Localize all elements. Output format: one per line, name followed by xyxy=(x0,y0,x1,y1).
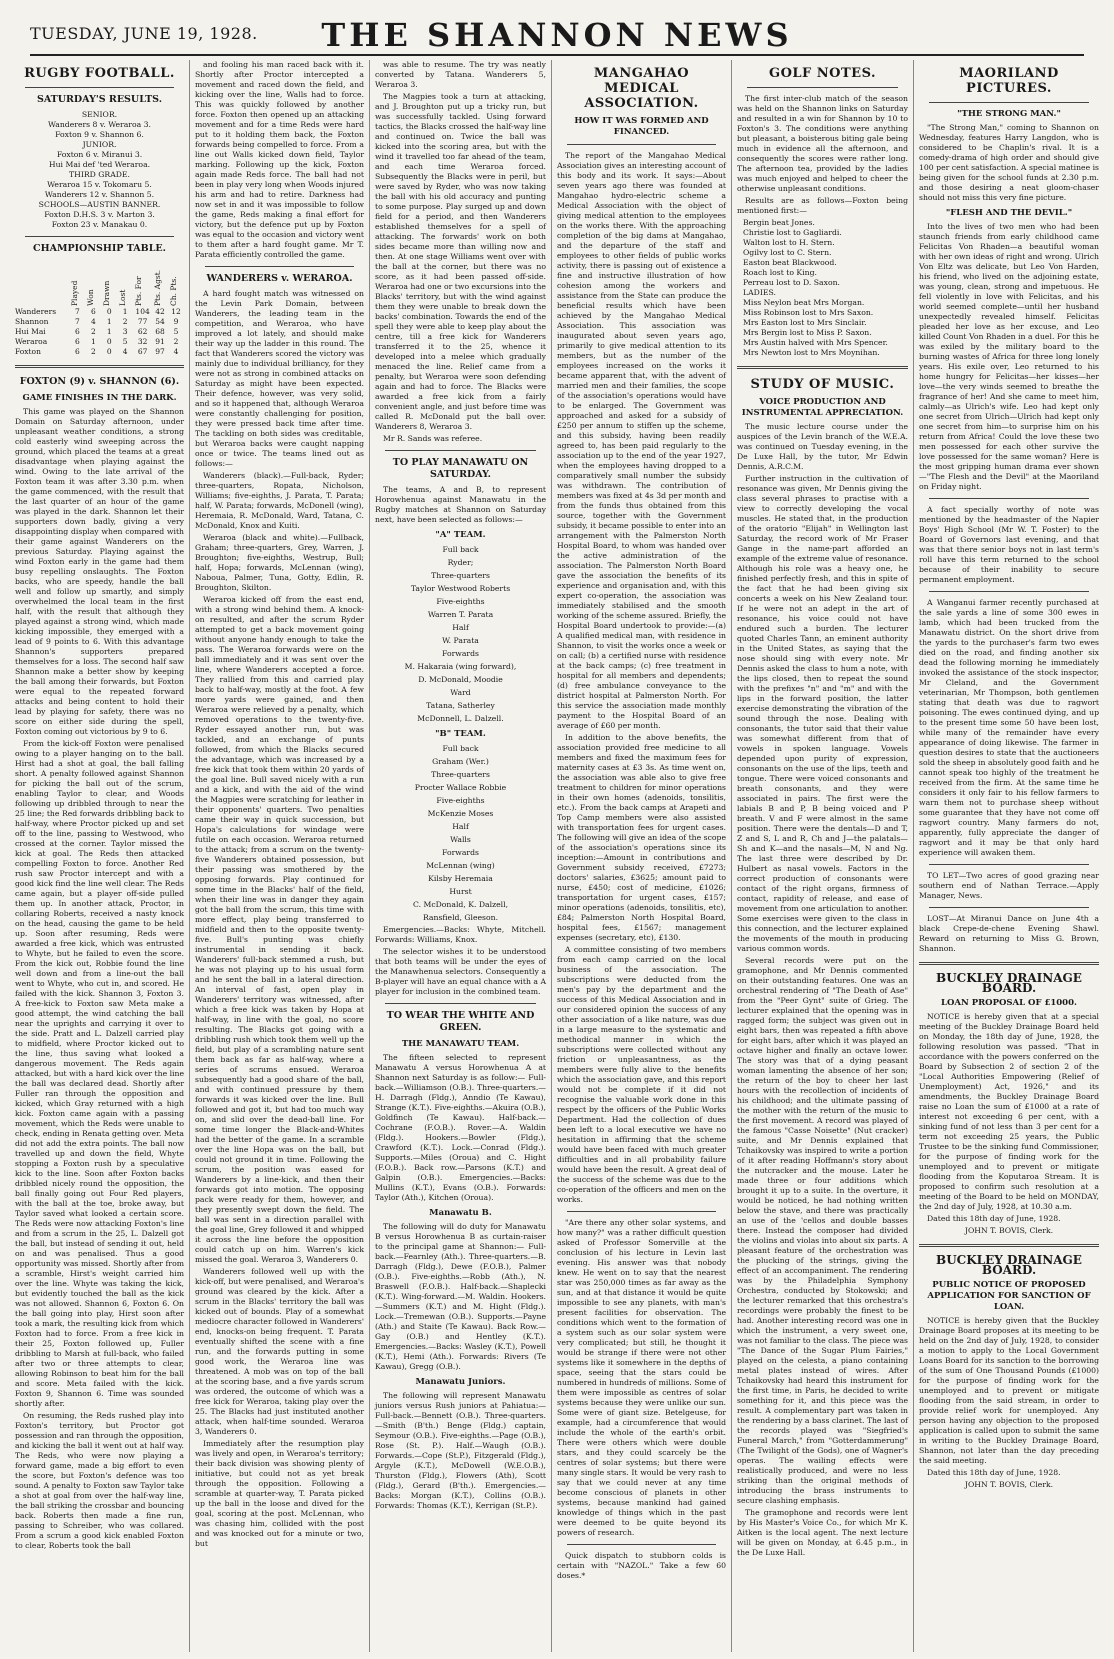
newspaper-title: THE SHANNON NEWS xyxy=(321,16,793,54)
article-paragraph: Weraroa (black and white).—Fullback, Graham; three-quarters, Grey, Warren, J. Broughton; five-eighths, Westrup, Bull; half, Hopa; forwards, McLennan (wing), Naboua, Palmer, Tuna, Gotty, Edlin, R. Broughton, Skilton. xyxy=(195,533,364,592)
strong-man-subhead: "THE STRONG MAN." xyxy=(957,109,1061,119)
table-row xyxy=(15,327,184,337)
golf-result-line: Perreau lost to D. Saxon. xyxy=(743,278,840,287)
notice-1-title: BUCKLEY DRAINAGE BOARD. xyxy=(936,971,1082,995)
table-row xyxy=(15,337,184,347)
article-paragraph: A hard fought match was witnessed on the Levin Park Domain, between Wanderers, the leading team in the competition, and Weraroa, who have improved a lot lately, and should make their way up the ladder in this round. The fact that Wanderers scored the victory was mainly due to individual brilliancy, for they were not as strong in combined attacks on Saturday as might have been expected. Their defence, however, was very solid, and so it happened that, although Weraroa were constantly challenging for position, they were pressed back time after time. The tackling on both sides was creditable, but Weraroa backs were caught napping once or twice. The teams lined out as follows:— xyxy=(195,289,364,468)
result-line: Wanderers 8 v. Weraroa 3. xyxy=(48,120,151,129)
divider xyxy=(385,450,536,451)
article-paragraph: Mr R. Sands was referee. xyxy=(383,434,483,443)
golf-result-line: Miss Robinson lost to Mrs Saxon. xyxy=(743,308,874,317)
table-cell: 9 xyxy=(173,317,179,326)
table-cell: 0 xyxy=(106,307,112,316)
result-line: Foxton D.H.S. 3 v. Marton 3. xyxy=(44,210,155,219)
juniors-title: Manawatu Juniors. xyxy=(415,1377,506,1387)
team-line: Full back xyxy=(442,545,479,554)
result-line: Hui Mai def 'ted Weraroa. xyxy=(48,160,151,169)
table-cell: 6 xyxy=(75,347,80,356)
divider xyxy=(737,366,908,369)
team-line: McKenzie Moses xyxy=(427,809,494,818)
team-line: W. Parata xyxy=(442,636,479,645)
table-cell: 67 xyxy=(137,347,148,356)
team-line: Half xyxy=(452,623,469,632)
divider xyxy=(929,102,1089,103)
golf-result-line: Bergin beat Jones. xyxy=(743,218,815,227)
table-cell: 2 xyxy=(90,347,96,356)
column-6 xyxy=(914,60,1104,1652)
table-cell: 6 xyxy=(75,327,80,336)
table-cell: 6 xyxy=(75,337,80,346)
article-paragraph: On resuming, the Reds rushed play into Foxton's territory, but Proctor got possession and ran through the opposition, and kicking the ball it went out at half way. The Reds, who were now playing a forward game, made a big effort to even the score, but Foxton's defence was too sound. A penalty to Foxton saw Taylor take a shot at goal from over the half-way line, the ball striking the crossbar and bouncing back. Roberts then made a fine run, passing to Schreiber, who was collared. From a scrum a good kick enabled Foxton to clear, Roberts took the ball xyxy=(15,1411,184,1550)
team-name: Foxton xyxy=(15,347,41,356)
team-line: McDonnell, L. Dalzell. xyxy=(417,714,504,723)
champ-header: Lost xyxy=(118,289,128,306)
table-cell: 5 xyxy=(122,337,128,346)
article-paragraph: Immediately after the resumption play was lively and open, in Weraroa's territory; their back division was showing plenty of initiative, but could not as yet break through the opposition. Following a scramble at quarter-way, T. Parata picked up the ball in the loose and dived for the goal, scoring at the post. McLennan, who was chasing him, collided with the post and was knocked out for a minute or two, but xyxy=(195,1439,364,1548)
article-paragraph: The fifteen selected to represent Manawatu A versus Horowhenua A at Shannon next Saturday is as follow:— Full-back.—Williamson (O.B.). Three-quarters.—H. Darragh (Fldg.), Anndio (Te Kawau), Strange (K.T.). Five-eighths.—Akuira (O.B.), Goldfinch (Te Kawau). Half-back.—Cochrane (F.O.B.). Rover.—A. Waldin (Fldg.). Hookers.—Bowler (Fldg.), Crawford (K.T.). Lock.—Conrad (Fldg.). Supports.—Miles (Oroua) and C. Hight (F.O.B.). Back row.—Parsons (K.T.) and Galpin (O.B.). Emergencies.—Backs: Mullins (K.T.), Evans (O.B.). Forwards: Taylor (Ath.), Kitchen (Oroua). xyxy=(375,1053,546,1202)
wanderers-heading: WANDERERS v. WERAROA. xyxy=(206,273,353,284)
divider xyxy=(929,864,1089,865)
article-paragraph: The report of the Mangahao Medical Association gives an interesting account of this body and its work. It says:—About seven years ago there was founded at Mangahao hydro-electric scheme a Medical Association with the object of giving medical attention to the employees on the works there. With the approaching completion of the big dams at Mangahao, and the departure of the staff and employees to other fields of public works activity, there is passing out of existence a fine and instructive illustration of how cohesion among the workers and assistance from the State can produce the beneficial results which have been achieved by the Mangahao Medical Association. This association was inaugurated about seven years ago, primarily to give medical attention to its members, but as the number of the employees increased on the works it became apparent that, with the advent of married men and their families, the scope of the association's operations would have to be enlarged. The Government was approached and asked for a subsidy of £250 per annum to stiffen up the scheme, and this subsidy, having been readily agreed to, has been paid regularly to the association up to the end of the year 1927, when the employees having dropped to a comparatively small number the subsidy was withdrawn. The contribution of members was fixed at 4s 3d per month and from the funds thus obtained from this source, together with the Government subsidy, it became possible to enter into an arrangement with the Palmerston North Hospital Board, to whom was handed over the active administration of the association. The Palmerston North Board gave the association the benefits of its experience and organisation and, with this expert co-operation, the association was immediately stabilised and the smooth working of the scheme assured. Briefly, the Hospital Board undertook to provide:—(a) A qualified medical man, with residence in Shannon, to visit the works once a week or on call; (b) a certified nurse with residence at the back camps; (c) free treatment in hospital for all members and dependents; (d) free ambulance conveyance to the district hospital at Palmerston North. For this service the association made monthly payment to the Hospital Board of an average of £60 per month. xyxy=(557,151,727,730)
article-paragraph: A committee consisting of two members from each camp carried on the local business of the association. The subscriptions were deducted from the men's pay by the department and the success of this Medical Association and in our considered opinion the success of any other association of a like nature, was due in a large measure to the systematic and methodical manner in which the subscriptions were collected without any friction or unpleasantness, as the members were fully alive to the benefits which the association gave, and this report would not be complete if it did not recognise the valuable work done in this respect by the officers of the Public Works Department. Had the collection of dues been left to a local executive we have no hesitation in affirming that the scheme would have been faced with much greater difficulties and in all probability failure would have been the result. A great deal of the success of the scheme was due to the co-operation of the officers and men on the works. xyxy=(557,945,726,1204)
divider xyxy=(205,266,354,267)
column-1 xyxy=(10,60,190,1652)
divider xyxy=(25,87,174,88)
team-line: Five-eighths xyxy=(436,796,485,805)
notice-1-sign: JOHN T. BOVIS, Clerk. xyxy=(964,1226,1054,1235)
result-line: THIRD GRADE. xyxy=(69,170,130,179)
table-cell: 104 xyxy=(135,307,150,316)
champ-header: Played xyxy=(70,280,80,306)
divider xyxy=(567,1544,716,1545)
lost-ad: LOST—At Miranui Dance on June 4th a black Crepe-de-chene Evening Shawl. Reward on returning to Miss G. Brown, Shannon. xyxy=(919,914,1099,953)
team-line: Warren T. Parata xyxy=(427,610,494,619)
music-heading: STUDY OF MUSIC. xyxy=(750,377,895,392)
golf-result-line: Mrs Newton lost to Mrs Moynihan. xyxy=(743,348,880,357)
team-line: Procter Wallace Robbie xyxy=(414,783,507,792)
article-paragraph: Results are as follows—Foxton being mentioned first:— xyxy=(737,196,908,215)
champ-header: Pts. For xyxy=(134,276,144,306)
article-paragraph: A fact specially worthy of note was mentioned by the headmaster of the Napier Boys' High School (Mr W. T. Foster) to the Board of Governors last evening, and that was that there senior boys not in last term's roll have this term returned to the school because of their inability to secure permanent employment. xyxy=(919,505,1099,584)
team-line: C. McDonald, K. Dalzell, xyxy=(412,900,509,909)
result-line: SENIOR. xyxy=(81,110,118,119)
table-cell: 4 xyxy=(90,317,96,326)
notice-2-dated: Dated this 18th day of June, 1928. xyxy=(927,1468,1061,1477)
team-line: Ryder; xyxy=(447,558,474,567)
article-paragraph: The Magpies took a turn at attacking, and J. Broughton put up a tricky run, but was successfully tackled. Using forward tactics, the Blacks crossed the half-way line and continued on. Twice the ball was kicked into the scoring area, but with the wind it travelled too far ahead of the team, and each time Weraroa forced. Subsequently the Blacks were in peril, but were saved by Ryder, who was now taking the ball with his old accuracy and punting to some purpose. Play surged up and down field for a period, and then Wanderers established themselves for a spell of attacking. The forwards' work on both sides became more than willing now and then. At one stage Williams went over with the ball at the corner, but there was no score, as it had been passed off-side. Weraroa had one or two excursions into the Blacks' territory, but with the wind against them they were unable to break down the backs' combination. Towards the end of the spell they were able to keep play about the centre, till a free kick for Wanderers transferred it to the 25, whence it developed into a melee which gradually menaced the line. Relief came from a penalty, but Weraroa were soon defending again and had to force. The Blacks were awarded a free kick from a fairly convenient angle, and just before time was called R. McDonald put the ball over. Wanderers 8, Weraroa 3. xyxy=(375,92,546,431)
table-cell: 62 xyxy=(137,327,148,336)
music-subhead: VOICE PRODUCTION AND INSTRUMENTAL APPRECIATION. xyxy=(741,397,904,418)
result-line: Foxton 23 v. Manakau 0. xyxy=(51,220,148,229)
match-heading: FOXTON (9) v. SHANNON (6). xyxy=(19,376,180,387)
team-line: Graham (Wer.) xyxy=(432,757,489,766)
article-paragraph: The music lecture course under the auspices of the Levin branch of the W.E.A. was continued on Tuesday evening, in the De Luxe Hall, by the tutor, Mr Edwin Dennis, A.R.C.M. xyxy=(737,422,908,471)
flesh-devil-subhead: "FLESH AND THE DEVIL." xyxy=(945,208,1073,218)
golf-result-line: Mrs Austin halved with Mrs Spencer. xyxy=(743,338,888,347)
table-row xyxy=(15,347,184,357)
golf-result-line: Mrs Bergin lost to Miss P. Saxon. xyxy=(743,328,872,337)
table-cell: 12 xyxy=(171,307,181,316)
notice-2-body: NOTICE is hereby given that the Buckley Drainage Board proposes at its meeting to be held on the 2nd day of July, 1928, to consider a motion to apply to the Local Government Loans Board for its sanction to the borrowing of the sum of One Thousand Pounds (£1000) for the purpose of finding work for the unemployed and to prevent or mitigate flooding from the said stream, in order to provide relief work for unemployed. Any person having any objection to the proposed application is called upon to submit the same in writing to the Buckley Drainage Board, Shannon, not later than the day preceding the said meeting. xyxy=(919,1316,1099,1465)
divider xyxy=(567,144,716,145)
table-cell: 4 xyxy=(173,347,179,356)
column-4 xyxy=(552,60,732,1652)
columns xyxy=(10,60,1104,1652)
golf-result-line: Mrs Easton lost to Mrs Sinclair. xyxy=(743,318,867,327)
notice-1-sub: LOAN PROPOSAL OF £1000. xyxy=(941,998,1077,1008)
divider xyxy=(747,87,898,88)
notice-1-dated: Dated this 18th day of June, 1928. xyxy=(927,1214,1061,1223)
table-cell: 0 xyxy=(106,337,112,346)
team-line: M. Hakaraia (wing forward), xyxy=(404,662,517,671)
table-cell: 97 xyxy=(155,347,165,356)
golf-result-line: Roach lost to King. xyxy=(743,268,817,277)
golf-result-line: Miss Neylon beat Mrs Morgan. xyxy=(743,298,865,307)
team-line: Kilsby Heremaia xyxy=(428,874,493,883)
table-row xyxy=(15,307,184,317)
champ-header: Won xyxy=(86,289,96,306)
article-paragraph: "Are there any other solar systems, and how many?" was a rather difficult question asked of Professor Somerville at the conclusion of his lecture in Levin last evening. His answer was that nobody knew. He went on to say that the nearest star was 250,000 times as far away as the sun, and at that distance it would be quite impossible to see any planets, with man's present facilities for observation. The conditions which went to the formation of a system such as our solar system were very complicated; but still, he thought it would be strange if there were not other systems like it somewhere in the depths of space, seeing that the stars could be numbered in hundreds of millions. Some of them were impossible as centres of solar systems because they were unlike our sun. Some were of giant size. Betelgeuse, for example, had a circumference that would include the whole of the earth's orbit. There were others which were double stars, and they could scarcely be the centres of solar systems; but there were many single stars. It would be very rash to say that we could never at any time become conscious of planets in other systems, because mankind had gained knowledge of things which in the past were deemed to be quite beyond its powers of research. xyxy=(557,1218,726,1537)
table-cell: 77 xyxy=(137,317,148,326)
manawatu-team-subhead: THE MANAWATU TEAM. xyxy=(401,1039,520,1049)
article-paragraph: The following will represent Manawatu juniors versus Rush juniors at Pahiatua:— Full-back.—Bennett (O.B.). Three-quarters.—Smith (B'th.) Benge (Fldg.) captain, Seymour (O.B.). Five-eighths.—Page (O.B.), Rose (St. P.). Half.—Waugh (O.B.). Forwards.—Cope (St.P.), Fitzgerald (Fldg.), Argyle (K.T.), McDowell (W.E.O.B.), Thurston (Fldg.), Flowers (Ath), Scott (Fldg.), Gerard (B'th.). Emergencies.—Backs: Morgan (K.T.), Collins (O.B.). Forwards: Thomas (K.T.), Kerrigan (St.P.). xyxy=(375,1391,546,1510)
team-line: Tatana, Satherley xyxy=(426,701,495,710)
team-line: Ransfield, Gleeson. xyxy=(422,913,499,922)
table-cell: 68 xyxy=(155,327,165,336)
column-3 xyxy=(370,60,552,1652)
team-a-list xyxy=(375,544,546,724)
table-cell: 6 xyxy=(90,307,96,316)
article-paragraph: Emergencies.—Backs: Whyte, Mitchell. Forwards: Williams, Knox. xyxy=(375,925,546,944)
golf-result-line: LADIES. xyxy=(743,288,776,297)
article-paragraph: Wanderers followed well up with the kick-off, but were penalised, and Weraroa's ground was cleared by the kick. After a scrum in the Blacks' territory the ball was kicked out of bounds. Play of a somewhat mediocre character followed in Wanderers' end, knocks-on being frequent. T. Parata eventually shifted the scene with a fine run, and the forwards putting in some good work, the Weraroa line was threatened. A mob was on top of the ball at the scoring base, and a five yards scrum was ordered, the outcome of which was a free kick for Weraroa, taking play over the 25. The Blacks had just instituted another attack, when half-time sounded. Weraroa 3, Wanderers 0. xyxy=(195,1267,364,1436)
team-line: Forwards xyxy=(442,848,479,857)
team-line: Walls xyxy=(450,835,471,844)
team-b-list xyxy=(375,743,546,923)
golf-heading: GOLF NOTES. xyxy=(768,66,877,81)
article-paragraph: From the kick-off Foxton were penalised owing to a player hanging on to the ball. Hirst had a shot at goal, the ball falling short. A penalty followed against Shannon for picking the ball out of the scrum, enabling Taylor to clear, and Woods following up dribbled through to near the 25 line; the Red forwards dribbling back to half-way, where Proctor picked up and set off to the line, passing to Westwood, who crossed at the corner. Taylor missed the kick at goal. The Reds then attacked compelling Foxton to force. Another Red rush saw Proctor intercept and with a good kick find the line well clear. The Reds came again, but a player off-side pulled them up. In another attack, Proctor, in collaring Roberts, received a nasty knock on the head, causing the game to be held up. Soon after resuming, Reds were awarded a free kick, which was entrusted to Whyte, but he failed to even the score. From the kick out, Robbie found the line well down and from a line-out the ball went to Whyte, who cut in, and scored. He failed with the kick. Shannon 3, Foxton 3. A free-kick to Foxton saw Meta make a good attempt, the wind catching the ball near the uprights and carrying it over to the side. Pratt and L. Dalzell carried play to midfield, where Proctor kicked out to the line, thus saving what looked a dangerous movement. The Reds again attacked, but with a hard kick over the line the ball was declared dead. Shortly after Fuller ran through the opposition and kicked, which Gray returned with a high kick. Foxton came again with a passing movement, which the Reds were unable to check, ending in Renata getting over. Meta did not add the extra points. The ball now travelled up and down the field, Whyte stopping a Foxton rush by a speculative kick to the line. Soon after Foxton backs dribbled nicely round the opposition, the ball finally going out Four Red players, with the ball at the toe, broke away, but Taylor saved what looked a certain score. The Reds were now attacking Foxton's line and from a scrum in the 25, L. Dalzell got the ball, but instead of sending it out, held on and was penalised. Thus a good opportunity was missed. Shortly after from a scramble, Hirst's weight carried him over the line. Whyte was taking the kick, but evidently touched the ball as the kick was not allowed. Shannon 6, Foxton 6. On the ball going into play, Hirst soon after took a mark, the resulting kick from which Foxton had to force. From a free kick in their 25, Foxton followed up, Fuller dribbling to Marsh at full-back, who failed after two or three attempts to clear, allowing Robinson to beat him for the ball and score. Meta failed with the kick. Foxton 9, Shannon 6. Time was sounded shortly after. xyxy=(15,739,184,1408)
team-line: Ward xyxy=(450,688,471,697)
table-cell: 1 xyxy=(90,337,96,346)
champ-header: Pts. Agst. xyxy=(153,269,163,306)
divider xyxy=(25,236,174,237)
notice-2-title: BUCKLEY DRAINAGE BOARD. xyxy=(936,1253,1082,1277)
nazol-ad: Quick dispatch to stubborn colds is certain with "NAZOL." Take a few 60 doses.* xyxy=(557,1551,726,1580)
result-line: Foxton 6 v. Miranui 3. xyxy=(56,150,143,159)
team-line: Full back xyxy=(442,744,479,753)
champ-header: Ch. Pts. xyxy=(169,276,178,306)
table-cell: 7 xyxy=(75,307,80,316)
team-b-title: "B" TEAM. xyxy=(435,729,486,739)
table-cell: 32 xyxy=(137,337,148,346)
table-cell: 2 xyxy=(122,317,128,326)
golf-result-line: Ogilvy lost to C. Stern. xyxy=(743,248,832,257)
divider xyxy=(919,962,1099,965)
result-line: Weraroa 15 v. Tokomaru 5. xyxy=(47,180,152,189)
article-paragraph: Several records were put on the gramophone, and Mr Dennis commented on their outstanding features. One was an orchestral rendering of "The Death of Ase" from the "Peer Gynt" suite of Grieg. The lecturer explained that the opening was in ragged form; the subject was given out in eight bars, then was repeated a fifth above for eight bars, after which it was played an octave higher and finally an octave lower. The story was that of a dying peasant woman lamenting the absence of her son; the return of the boy to cheer her last hours with the recollection of incidents of his childhood; and the ultimate passing of the mother with the return of the music to the first movement. A record was played of the famous "Casse Noisette" (Nut cracker) suite, and Mr Dennis explained that Tchaikovsky was inspired to write a portion of it after reading Hoffmann's story about the nutcracker and the mouse. Later he made three or four additions which brought it up to a suite. In the overture, it would be noticed, he had nothing written below the stave, and there was practically an use of the 'cellos and double basses there. Instead the composer had divided the violins and violas into about six parts. A pleasant feature of the orchestration was the plucking of the strings, giving the effect of an accompaniment. The rendering was by the Philadelphia Symphony Orchestra, conducted by Stokowski; and the lecturer remarked that this orchestra's recordings were probably the finest to be had. Another interesting record was one in which the instrument, a very sweet one, was not familiar to the class. The piece was "The Dance of the Sugar Plum Fairies," played on the celesta, a piano containing metal plates instead of wires. After Tchaikovsky had heard this instrument for the first time, in Paris, he decided to write something for it, and this piece was the result. A complementary part was taken in the rendering by a bass clarinet. The last of the records played was "Siegfried's Funeral March," from "Gotterdammerung" (The Twilight of the Gods), one of Wagner's operas. The wailing effects were realistically produced, and were no less striking than the original methods of introducing the brass instruments to secure clashing emphasis. xyxy=(737,956,908,1505)
team-line: Half xyxy=(452,822,469,831)
team-line: Five-eighths xyxy=(436,597,485,606)
result-line: Wanderers 12 v. Shannon 5. xyxy=(44,190,155,199)
golf-results-list xyxy=(737,218,908,358)
table-row xyxy=(15,317,184,327)
article-paragraph: The gramophone and records were lent by His Master's Voice Co., for which Mr K. Aitken is the local agent. The next lecture will be given on Monday, at 6.45 p.m., in the De Luxe Hall. xyxy=(737,1508,908,1557)
article-paragraph: The selector wishes it to be understood that both teams will be under the eyes of the Manawhenua selectors. Consequently a B-player will have an equal chance with a A player for inclusion in the combined team. xyxy=(375,947,546,996)
championship-table xyxy=(15,259,184,357)
champ-title: CHAMPIONSHIP TABLE. xyxy=(33,243,166,254)
team-name: Shannon xyxy=(15,317,49,326)
table-cell: 1 xyxy=(122,307,128,316)
table-cell: 1 xyxy=(106,317,112,326)
rugby-heading: RUGBY FOOTBALL. xyxy=(24,66,175,81)
mangahao-heading: MANGAHAO MEDICAL ASSOCIATION. xyxy=(584,66,699,111)
divider xyxy=(929,907,1089,908)
notice-2-sub: PUBLIC NOTICE OF PROPOSED APPLICATION FOR SANCTION OF LOAN. xyxy=(927,1280,1091,1312)
divider xyxy=(15,365,184,368)
table-cell: 42 xyxy=(155,307,165,316)
team-line: McLennan (wing) xyxy=(426,861,495,870)
table-cell: 1 xyxy=(106,327,112,336)
team-name: Weraroa xyxy=(15,337,48,346)
article-paragraph: In addition to the above benefits, the association provided free medicine to all members and fixed the maximum fees for maternity cases at £3 3s. As time went on, the association was able also to give free treatment to children for minor operations in their own homes (adenoids, tonsilitis, etc.). From the back camps at Arapeti and Top Camp members were also assisted with transportation fees for urgent cases. The following will give an idea of the scope of the association's operations since its inception:—Amount in contributions and Government subsidy received, £7273; doctors' salaries, £3625; amount paid to nurse, £450; cost of medicine, £1026; transportation for urgent cases, £157; minor operations (adenoids, tonsilitis, etc), £84; Palmerston North Hospital Board, hospital fees, £1567; management expenses (secretary, etc), £130. xyxy=(557,733,726,942)
result-line: SCHOOLS—AUSTIN BANNER. xyxy=(38,200,161,209)
team-a-title: "A" TEAM. xyxy=(435,530,486,540)
team-line: D. McDonald, Moodie xyxy=(418,675,503,684)
divider xyxy=(919,1244,1099,1247)
article-paragraph: Wanderers (black).—Full-back, Ryder; three-quarters, Ropata, Nicholson, Williams; five-eighths, J. Parata, T. Parata; half, W. Parata; forwards, McDonell (wing), Heremaia, R. McDonald, Ward, Tatana, C. McDonald, Knox and Kuiti. xyxy=(195,471,364,530)
team-line: Forwards xyxy=(442,649,479,658)
match-subhead: GAME FINISHES IN THE DARK. xyxy=(22,393,177,403)
golf-result-line: Walton lost to H. Stern. xyxy=(743,238,835,247)
maoriland-heading: MAORILAND PICTURES. xyxy=(959,66,1059,96)
results-subhead: SATURDAY'S RESULTS. xyxy=(36,94,163,105)
team-name: Wanderers xyxy=(15,307,57,316)
mangahao-subhead: HOW IT WAS FORMED AND FINANCED. xyxy=(574,116,709,137)
article-paragraph: "The Strong Man," coming to Shannon on Wednesday, features Harry Langdon, who is considered to be Chaplin's rival. It is a comedy-drama of high order and should give 100 per cent satisfaction. A special matinee is being given for the school funds at 2.30 p.m. and those desiring a neat gloom-chaser should not miss this very fine picture. xyxy=(919,123,1099,202)
manawatu-heading: TO PLAY MANAWATU ON SATURDAY. xyxy=(392,457,529,480)
table-cell: 3 xyxy=(122,327,128,336)
article-paragraph: The teams, A and B, to represent Horowhenua against Manawatu in the Rugby matches at Shannon on Saturday next, have been selected as follows:— xyxy=(375,485,546,524)
table-cell: 2 xyxy=(173,337,179,346)
article-paragraph: This game was played on the Shannon Domain on Saturday afternoon, under unpleasant weather conditions, a strong cold easterly wind sweeping across the ground, which placed the teams at a great disadvantage when playing against the wind. Owing to the late arrival of the Foxton team it was after 3.30 p.m. when the game commenced, with the result that the last quarter of an hour of the game was played in the dark. Shannon let their supporters down badly, giving a very disappointing display when compared with their game against Wanderers on the previous Saturday. Playing against the wind Foxton early in the game had them busy repelling onslaughts. The Foxton backs, who are speedy, handle the ball well and follow up smartly, and simply overwhelmed the local team in the first half, with the result that although they played against a strong wind, which made kicking impossible, they emerged with a lead of 9 points to 6. With this advantage Shannon's supporters prepared themselves for a loss. The second half saw Shannon make a better show by keeping the ball among their forwards, but Foxton were equal to the repeated forward attacks and being content to hold their lead by playing for safety, there was no score on either side during the spell, Foxton coming out victorious by 9 to 6. xyxy=(15,407,184,736)
issue-date: TUESDAY, JUNE 19, 1928. xyxy=(30,24,258,43)
divider xyxy=(929,591,1089,592)
table-cell: 0 xyxy=(106,347,112,356)
column-5 xyxy=(732,60,914,1652)
article-paragraph: The first inter-club match of the season was held on the Shannon links on Saturday and resulted in a win for Shannon by 10 to Foxton's 3. The conditions were anything but pleasant, a boisterous biting gale being much in evidence all the afternoon, and consequently the scores were rather long. The afternoon tea, provided by the ladies was much enjoyed and helped to cheer the otherwise unpleasant conditions. xyxy=(737,94,908,193)
article-paragraph: A Wanganui farmer recently purchased at the sale yards a line of some 300 ewes in lamb, which had been trucked from the Manawatu district. On the short drive from the yards to the purchaser's farm two ewes died on the road, and finding another six dead the following morning he immediately invoked the assistance of the stock inspector, Mr Cleland, and the Government veterinarian, Mr Thompson, both gentlemen stating that death was due to ragwort poisoning. The ewes continued dying, and up to the present time some 50 have been lost, while many of the remainder have every appearance of doing likewise. The farmer in question desires to state that the auctioneers sold the sheep in absolutely good faith and he cannot speak too highly of the treatment he received from the firm. At the same time he considers it only fair to his fellow farmers to warn them not to purchase sheep without some guarantee that they have not come off ragwort country. Many farmers do not, apparently, fully appreciate the danger of ragwort and it may be that only hard experience will awaken them. xyxy=(919,598,1099,857)
team-line: Taylor Westwood Roberts xyxy=(410,584,511,593)
golf-result-line: Easton beat Blackwood. xyxy=(743,258,837,267)
result-line: Foxton 9 v. Shannon 6. xyxy=(55,130,144,139)
to-let-ad: TO LET—Two acres of good grazing near southern end of Nathan Terrace.—Apply Manager, News. xyxy=(919,871,1099,900)
article-paragraph: The following will do duty for Manawatu B versus Horowhenua B as curtain-raiser to the principal game at Shannon:— Full-back.—Fearnley (Ath.). Three-quarters.—B. Darragh (Fldg.), Dewe (F.O.B.), Palmer (O.B.). Five-eighths.—Robb (Ath.), N. Braswell (F.O.B.). Half-back.—Shaplecki (K.T.). Wing-forward.—M. Waldin. Hookers.—Summers (K.T.) and M. Hight (Fldg.). Lock.—Tremewan (O.B.). Supports.—Payne (Ath.) and Staite (Te Kawau). Back Row.—Gay (O.B.) and Hentley (K.T.). Emergencies.—Backs: Wasley (K.T.), Powell (K.T.), Hemi (Ath.). Forwards: Rivers (Te Kawau), Gregg (O.B.). xyxy=(375,1222,546,1371)
article-paragraph: and fooling his man raced back with it. Shortly after Proctor intercepted a movement and raced down the field, and kicking over the line, Walls had to force. This was quickly followed by another force. Foxton then opened up an attacking movement and for a time Reds were hard put to it holding them back, the Foxton forwards being compelled to force. From a line out Walls kicked down field, Taylor marking. Following up the kick, Foxton again made Reds force. The ball had not been in play very long when Woods injured his arm and had to retire. Darkness had now set in and it was impossible to follow the game, Reds making a final effort for victory, but the defence put up by Foxton was equal to the occasion and victory went to them after a hard fought game. Mr T. Parata efficiently controlled the game. xyxy=(195,60,364,259)
team-line: Hurst xyxy=(449,887,472,896)
article-paragraph: Further instruction in the cultivation of resonance was given, Mr Dennis giving the class several phrases to practise with a view to correctly developing the vocal muscles. He stated that, in the production of the oratorio "Elijah" in Wellington last Saturday, the record work of Mr Fraser Gange in the name-part afforded an example of the extreme value of resonance. Although his role was a heavy one, he finished perfectly fresh, and this in spite of the fact that he had been giving six concerts a week on his New Zealand tour. If he were not an adept in the art of resonance, his voice could not have endured such a burden. The lecturer quoted Charles Tann, an eminent authority in the United States, as saying that the nose should sing with every note. Mr Dennis asked the class to hum a note, with the lips closed, then to repeat the sound with the prefixes "n" and "m" and with the lips in the forward position, the latter exercise demonstrating the vibration of the sound through the nose. Dealing with consonants, the tutor said that their value was somewhat different from that of vowels in spoken language. Vowels depended upon purity of expression, consonants on the use of the lips, teeth and tongue. There were voiced consonants and breath consonants, and they were associated in pairs. The first were the labials B and P, B being voiced and P breath. V and F were almost in the same position. There were the dentals—D and T, Z and S, L and R, Ch and J—the palatals—Sh and K—and the nasals—M, N and Ng. The last three were described by Dr. Hulbert as nasal vowels. Factors in the correct production of consonants were contact of the right organs, firmness of contact, rapidity of release, and ease of movement from one articulation to another. Some exercises were given to the class in this connection, and the lecturer explained the movements of the mouth in producing various common words. xyxy=(737,474,908,953)
notice-1-body: NOTICE is hereby given that at a special meeting of the Buckley Drainage Board held on Monday, the 18th day of June, 1928, the following resolution was passed. "That in accordance with the powers conferred on the Board by Subsection 2 of section 2 of the "Local Authorities Empowering (Relief of Unemployment) Act, 1926," and its amendments, the Buckley Drainage Board raise no Loan the sum of £1000 at a rate of interest not exceeding 6 per cent, with a sinking fund of not less than 3 per cent for a term not exceeding 25 years, the Public Trustee to be the sinking fund Commissioner, for the purpose of finding work for the unemployed and to prevent or mitigate flooding from the Koputaroa Stream. It is proposed to confirm such resolution at a meeting of the Board to be held on MONDAY, the 2nd day of July, 1928, at 10.30 a.m. xyxy=(919,1012,1099,1211)
result-line: JUNIOR. xyxy=(82,140,117,149)
table-cell: 4 xyxy=(122,347,128,356)
golf-result-line: Christie lost to Gagliardi. xyxy=(743,228,842,237)
masthead xyxy=(30,16,1084,56)
article-paragraph: Weraroa kicked off from the east end, with a strong wind behind them. A knock-on resulted, and after the scrum Ryder attempted to get a back movement going without anyone handy enough to take the pass. The Weraroa forwards were on the ball immediately and it was sent over the line, where Wanderers accepted a force. They rallied from this and carried play back to half-way, mostly at the foot. A few more yards were gained, and then Weraroa were relieved by a penalty, which removed operations to the twenty-five. Ryder essayed another run, but was tackled, and an exchange of punts followed, from which the Blacks secured the advantage, which was increased by a free kick that took them within 20 yards of the goal line. Bull saved nicely with a run and a kick, and with the aid of the wind the Magpies were scratching for leather in their opponents' quarters. Two penalties came their way in quick succession, but Hopa's calculations for windage were futile on each occasion. Weraroa returned to the attack; from a scrum on the twenty-five Wanderers obtained possession, but their passing was smothered by the opposing forwards. Play continued for some time in the Blacks' half of the field, when their line was in danger they again got the ball from the scrum, this time with more effect, play being transferred to midfield and then to the opposite twenty-five. Bull's punting was chiefly instrumental in sending it back. Wanderers' full-back stemmed a rush, but he was not playing up to his usual form and he sent the ball in a lateral direction. An interval of fast, open play in Wanderers' territory was witnessed, after which a free kick was taken by Hopa at half-way, in line with the goal, no score resulting. The Blacks got going with a dribbling rush which took them well up the field, but play of a scrambling nature sent them back as far as half-way, where a series of scrums ensued. Weraroa subsequently had a good share of the ball, and with continued pressure by them forwards it was kicked over the line. Bull followed and got it, but had too much way on, and slid over the dead-ball line. For some time longer the Black-and-Whites had the better of the game. In a scramble over the line Hopa was on the ball, but could not ground it in time. Following the scrum, the position was eased for Wanderers by a line-kick, and then their forwards got into motion. The opposing pack were ready for them, however, and they presently swept down the field. The ball was sent in a direction parallel with the goal line, Grey followed it and whipped it across the line before the opposition could catch up on him. Warren's kick missed the goal. Weraroa 3, Wanderers 0. xyxy=(195,595,364,1264)
white-green-heading: TO WEAR THE WHITE AND GREEN. xyxy=(386,1010,535,1033)
manawatu-b-title: Manawatu B. xyxy=(429,1208,492,1218)
article-paragraph: Into the lives of two men who had been staunch friends from early childhood came Felicitas Von Rhaden—a beautiful woman with her own ideas of right and wrong. Ulrich Von Eltz was delicate, but Leo Von Harden, his friend, who lived on the adjoining estate, was young, clean, strong and impetuous. He fell violently in love with Felicitas, and his world seemed complete—until her husband unexpectedly revealed himself. Felicitas pleaded her love as her excuse, and Leo killed Count Von Rhaden in a duel. For this he was exiled by the military board to the burning wastes of Africa for three long lonely years. His exile over, Leo returned to his home hungry for Felicitas—her kisses—her love—the very winds seemed to breathe the fragrance of her! And she came to meet him, calmly—as Ulrich's wife. Leo had kept only one secret from Ulrich—Ulrich had kept only one secret from him—to surprise him on his return from Africa! Could the love these two men possessed for each other survive the love possessed for the same woman? Here is the most gripping human drama ever shown—"The Flesh and the Devil" at the Maoriland on Friday night. xyxy=(919,222,1099,491)
divider xyxy=(929,498,1089,499)
notice-2-sign: JOHN T. BOVIS, Clerk. xyxy=(964,1480,1054,1489)
table-cell: 2 xyxy=(90,327,96,336)
table-cell: 5 xyxy=(173,327,179,336)
table-cell: 54 xyxy=(155,317,165,326)
table-cell: 7 xyxy=(75,317,80,326)
divider xyxy=(385,1003,536,1004)
results-list xyxy=(15,110,184,230)
team-name: Hui Mai xyxy=(15,327,46,336)
team-line: Three-quarters xyxy=(431,571,490,580)
column-2 xyxy=(190,60,370,1652)
table-cell: 91 xyxy=(155,337,165,346)
divider xyxy=(567,1211,716,1212)
team-line: Three-quarters xyxy=(431,770,490,779)
champ-header: Drawn xyxy=(102,280,112,306)
article-paragraph: was able to resume. The try was neatly converted by Tatana. Wanderers 5, Weraroa 3. xyxy=(375,60,546,89)
